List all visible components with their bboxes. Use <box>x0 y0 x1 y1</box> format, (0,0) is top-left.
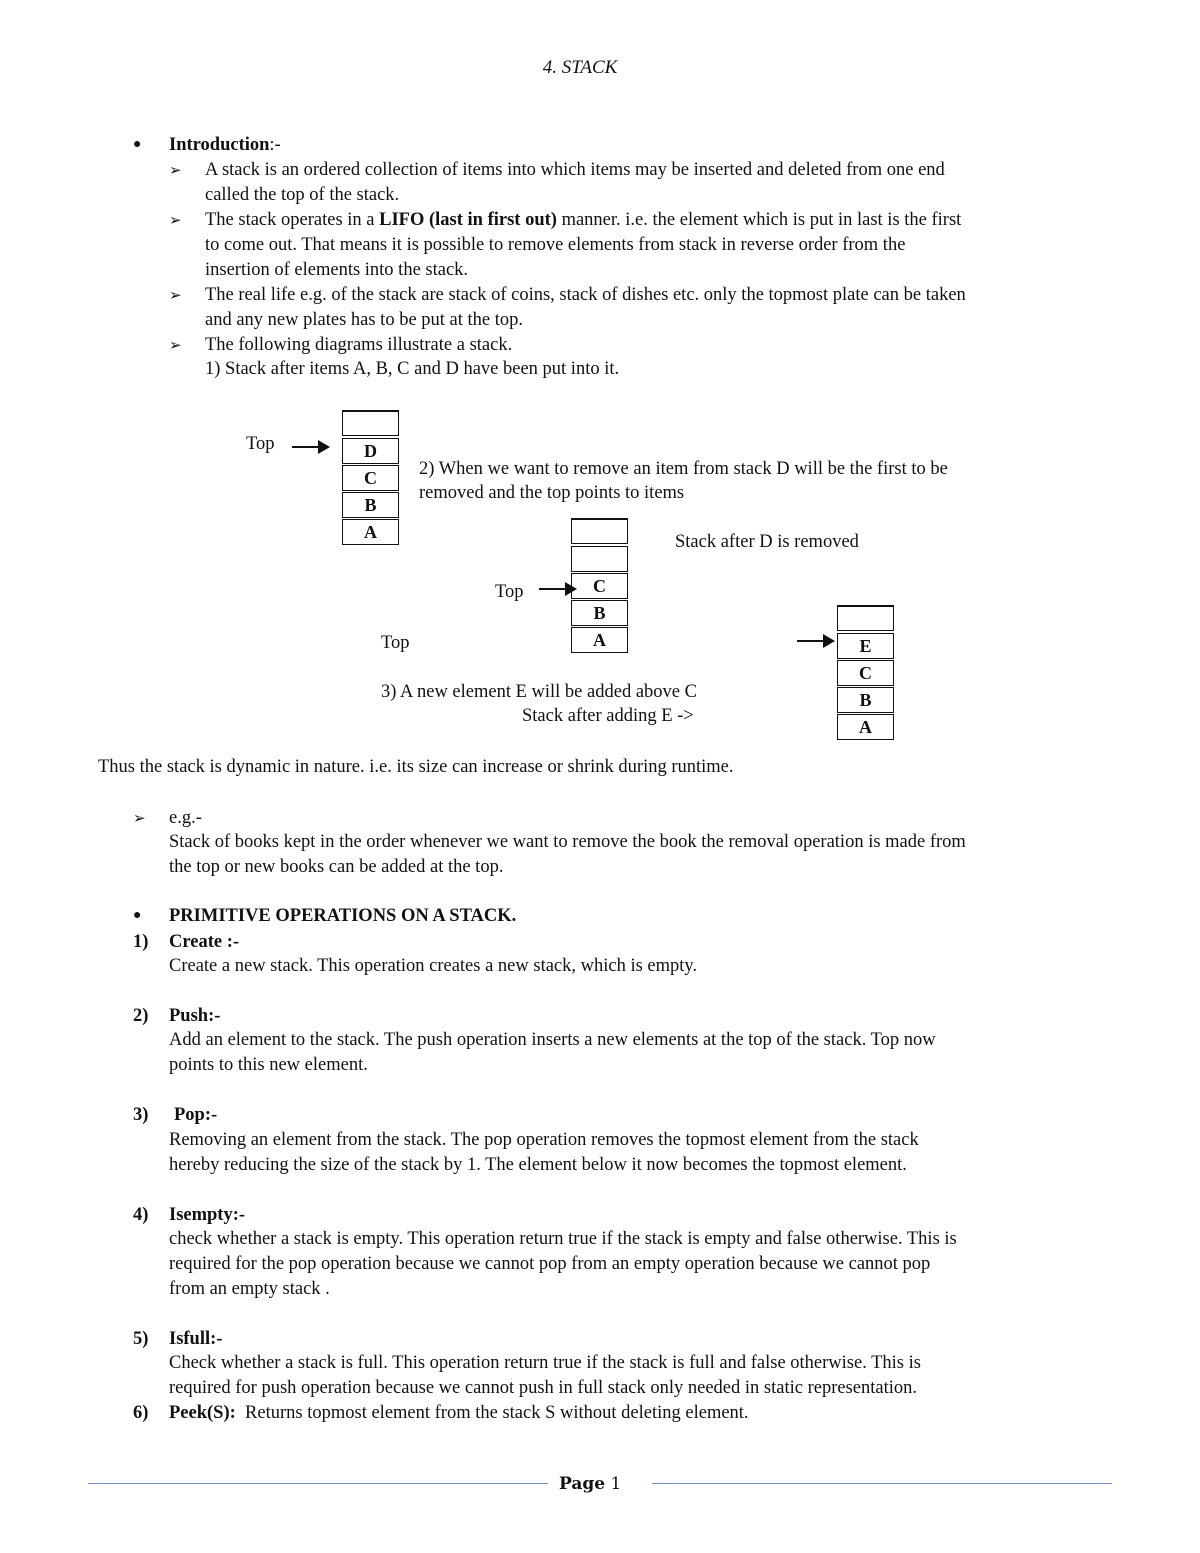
intro-point-2-line-1: The stack operates in a LIFO (last in first out) manner. i.e. the element which is put in last is the first <box>205 210 962 230</box>
stack-cell: A <box>571 627 628 653</box>
stack-cell: E <box>837 633 894 659</box>
intro-point-2-line-2: to come out. That means it is possible to remove elements from stack in reverse order from the <box>205 235 906 255</box>
stack-cell <box>571 518 628 544</box>
stack-cell: C <box>342 465 399 491</box>
example-line-1: Stack of books kept in the order whenever we want to remove the book the removal operation is made from <box>169 832 966 852</box>
stack-cell <box>571 546 628 572</box>
arrow-bullet-icon: ➢ <box>133 811 146 827</box>
diagram-step-2-line-2: removed and the top points to items <box>419 483 685 503</box>
diagram-step-3-line-1: 3) A new element E will be added above C <box>381 682 697 702</box>
top-label: Top <box>381 633 410 653</box>
stack-cell: C <box>837 660 894 686</box>
intro-point-1-line-1: A stack is an ordered collection of items into which items may be inserted and deleted from one end <box>205 160 945 180</box>
page-title: 4. STACK <box>542 57 618 78</box>
operation-number: 1) <box>133 932 149 952</box>
example-label: e.g.- <box>169 808 202 828</box>
intro-heading: Introduction:- <box>169 135 281 155</box>
stack-cell <box>837 605 894 631</box>
intro-point-4: The following diagrams illustrate a stack. <box>205 335 513 355</box>
operation-desc: required for push operation because we cannot push in full stack only needed in static representation. <box>169 1378 917 1398</box>
intro-point-3-line-2: and any new plates has to be put at the top. <box>205 310 524 330</box>
page-number: Page 1 <box>559 1474 622 1494</box>
top-label: Top <box>246 434 275 454</box>
operation-name-pop: Pop:- <box>174 1105 218 1125</box>
intro-point-2-line-3: insertion of elements into the stack. <box>205 260 469 280</box>
operation-number: 3) <box>133 1105 149 1125</box>
operation-desc: required for the pop operation because we cannot pop from an empty operation because we cannot pop <box>169 1254 931 1274</box>
operation-desc: Add an element to the stack. The push operation inserts a new elements at the top of the stack. Top now <box>169 1030 936 1050</box>
top-label: Top <box>495 582 524 602</box>
top-pointer-arrow-icon <box>539 588 575 590</box>
operation-desc: Check whether a stack is full. This operation return true if the stack is full and false otherwise. This is <box>169 1353 921 1373</box>
dynamic-statement: Thus the stack is dynamic in nature. i.e. its size can increase or shrink during runtime. <box>98 757 734 777</box>
operation-name-create: Create :- <box>169 932 240 952</box>
bullet-icon: ● <box>133 137 142 152</box>
operation-desc: from an empty stack . <box>169 1279 330 1299</box>
intro-point-1-line-2: called the top of the stack. <box>205 185 400 205</box>
operation-desc: Returns topmost element from the stack S without deleting element. <box>245 1403 749 1423</box>
operation-name-push: Push:- <box>169 1006 221 1026</box>
stack-cell: D <box>342 438 399 464</box>
example-line-2: the top or new books can be added at the top. <box>169 857 504 877</box>
top-pointer-arrow-icon <box>292 446 328 448</box>
diagram-step-1: 1) Stack after items A, B, C and D have been put into it. <box>205 359 620 379</box>
stack-cell: A <box>837 714 894 740</box>
operation-desc: hereby reducing the size of the stack by 1. The element below it now becomes the topmost element. <box>169 1155 907 1175</box>
primitive-operations-heading: PRIMITIVE OPERATIONS ON A STACK. <box>169 906 517 926</box>
footer-rule-left <box>88 1483 548 1484</box>
stack-cell: B <box>342 492 399 518</box>
operation-number: 5) <box>133 1329 149 1349</box>
operation-name-isempty: Isempty:- <box>169 1205 246 1225</box>
arrow-bullet-icon: ➢ <box>169 163 182 179</box>
operation-desc: points to this new element. <box>169 1055 368 1075</box>
footer-rule-right <box>652 1483 1112 1484</box>
arrow-bullet-icon: ➢ <box>169 338 182 354</box>
top-pointer-arrow-icon <box>797 640 833 642</box>
diagram-step-2-line-1: 2) When we want to remove an item from stack D will be the first to be <box>419 459 948 479</box>
operation-number: 6) <box>133 1403 149 1423</box>
stack-cell: A <box>342 519 399 545</box>
operation-desc: check whether a stack is empty. This operation return true if the stack is empty and false otherwise. This is <box>169 1229 957 1249</box>
stack-cell: C <box>571 573 628 599</box>
operation-name-peek: Peek(S): <box>169 1403 236 1423</box>
intro-point-3-line-1: The real life e.g. of the stack are stack of coins, stack of dishes etc. only the topmost plate can be taken <box>205 285 966 305</box>
stack-cell: B <box>571 600 628 626</box>
operation-peek-line <box>169 1401 749 1426</box>
operation-desc: Create a new stack. This operation creates a new stack, which is empty. <box>169 956 698 976</box>
bullet-icon: ● <box>133 908 142 923</box>
arrow-bullet-icon: ➢ <box>169 213 182 229</box>
diagram-step-3-line-2: Stack after adding E -> <box>522 706 694 726</box>
operation-number: 2) <box>133 1006 149 1026</box>
stack-2-caption: Stack after D is removed <box>675 532 859 552</box>
operation-desc: Removing an element from the stack. The pop operation removes the topmost element from the stack <box>169 1130 919 1150</box>
operation-number: 4) <box>133 1205 149 1225</box>
stack-cell: B <box>837 687 894 713</box>
operation-name-isfull: Isfull:- <box>169 1329 223 1349</box>
arrow-bullet-icon: ➢ <box>169 288 182 304</box>
stack-cell <box>342 410 399 436</box>
